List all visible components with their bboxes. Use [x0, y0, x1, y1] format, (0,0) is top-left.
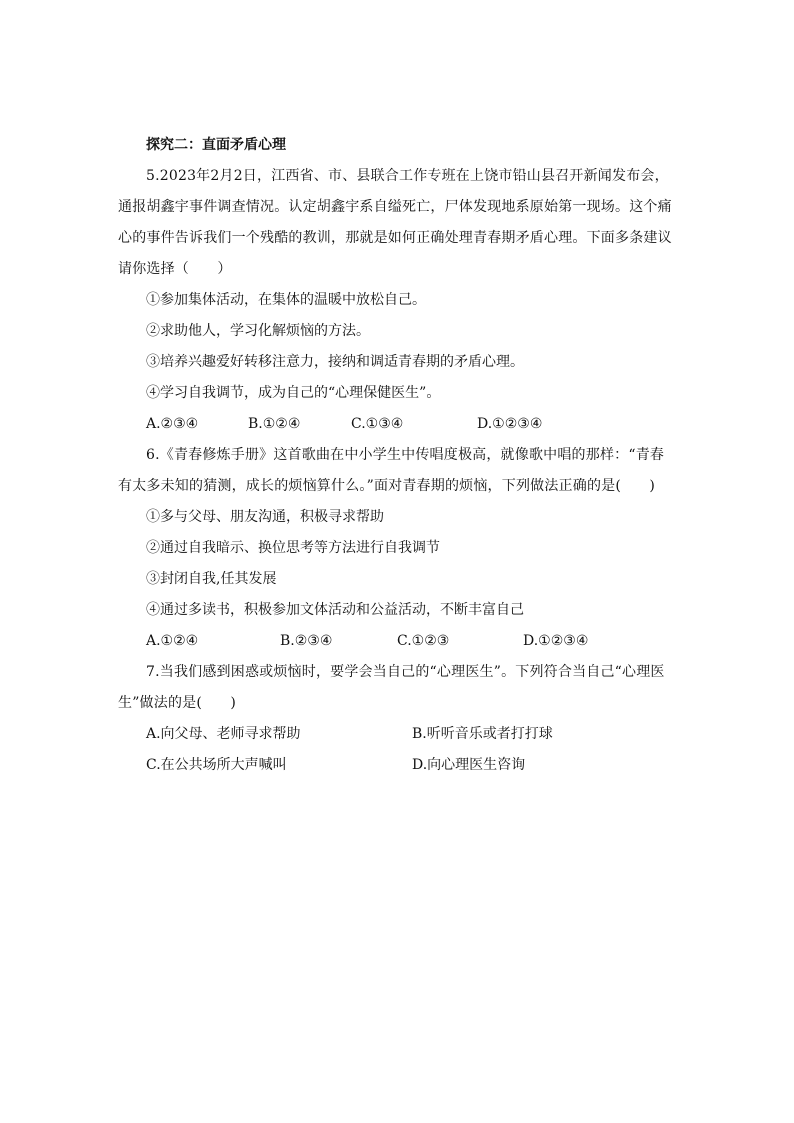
- content-area: [118, 130, 678, 781]
- question-6-option-a: A.①②④: [146, 633, 199, 649]
- question-5-item-4: ④学习自我调节，成为自己的“心理保健医生”。: [146, 385, 441, 401]
- question-5-item-3: ③培养兴趣爱好转移注意力，接纳和调适青春期的矛盾心理。: [146, 354, 524, 370]
- question-6-options: [118, 626, 678, 657]
- question-6-option-b: B.②③④: [280, 633, 333, 649]
- question-6-item-1: ①多与父母、朋友沟通，积极寻求帮助: [146, 509, 384, 525]
- question-6-option-d: D.①②③④: [523, 633, 589, 649]
- question-5-option-b: B.①②④: [248, 416, 301, 432]
- question-5-option-d: D.①②③④: [477, 416, 543, 432]
- question-6-option-c: C.①②③: [397, 633, 450, 649]
- section-title: 探究二：直面矛盾心理: [146, 137, 286, 153]
- question-7-stem: 7.当我们感到困惑或烦恼时，要学会当自己的“心理医生”。下列符合当自己“心理医生”做法的是( ): [118, 664, 665, 711]
- question-5-item-1: ①参加集体活动，在集体的温暖中放松自己。: [146, 292, 426, 308]
- question-7-option-c: C.在公共场所大声喊叫: [146, 757, 287, 773]
- question-7-option-d: D.向心理医生咨询: [412, 757, 526, 773]
- question-6-item-2: ②通过自我暗示、换位思考等方法进行自我调节: [146, 540, 440, 556]
- question-5-option-a: A.②③④: [146, 416, 199, 432]
- question-5-option-c: C.①③④: [351, 416, 404, 432]
- question-7-options-row-2: [118, 750, 678, 781]
- question-6-item-4: ④通过多读书，积极参加文体活动和公益活动，不断丰富自己: [146, 602, 524, 618]
- question-7-options-row-1: [118, 719, 678, 750]
- question-6-stem: 6.《青春修炼手册》这首歌曲在中小学生中传唱度极高，就像歌中唱的那样：“青春有太多未知的猜测，成长的烦恼算什么。”面对青春期的烦恼，下列做法正确的是( ): [118, 447, 665, 494]
- question-6-item-3: ③封闭自我,任其发展: [146, 571, 277, 587]
- question-5-options: [118, 409, 678, 440]
- question-7-option-a: A.向父母、老师寻求帮助: [146, 726, 301, 742]
- question-7-option-b: B.听听音乐或者打打球: [412, 726, 553, 742]
- question-5-stem: 5.2023年2月2日，江西省、市、县联合工作专班在上饶市铅山县召开新闻发布会，通报胡鑫宇事件调查情况。认定胡鑫宇系自缢死亡，尸体发现地系原始第一现场。这个痛心的事件告诉我们一个残酷的教训，那就是如何正确处理青春期矛盾心理。下面多条建议请你选择（ ）: [118, 168, 672, 277]
- question-5-item-2: ②求助他人，学习化解烦恼的方法。: [146, 323, 370, 339]
